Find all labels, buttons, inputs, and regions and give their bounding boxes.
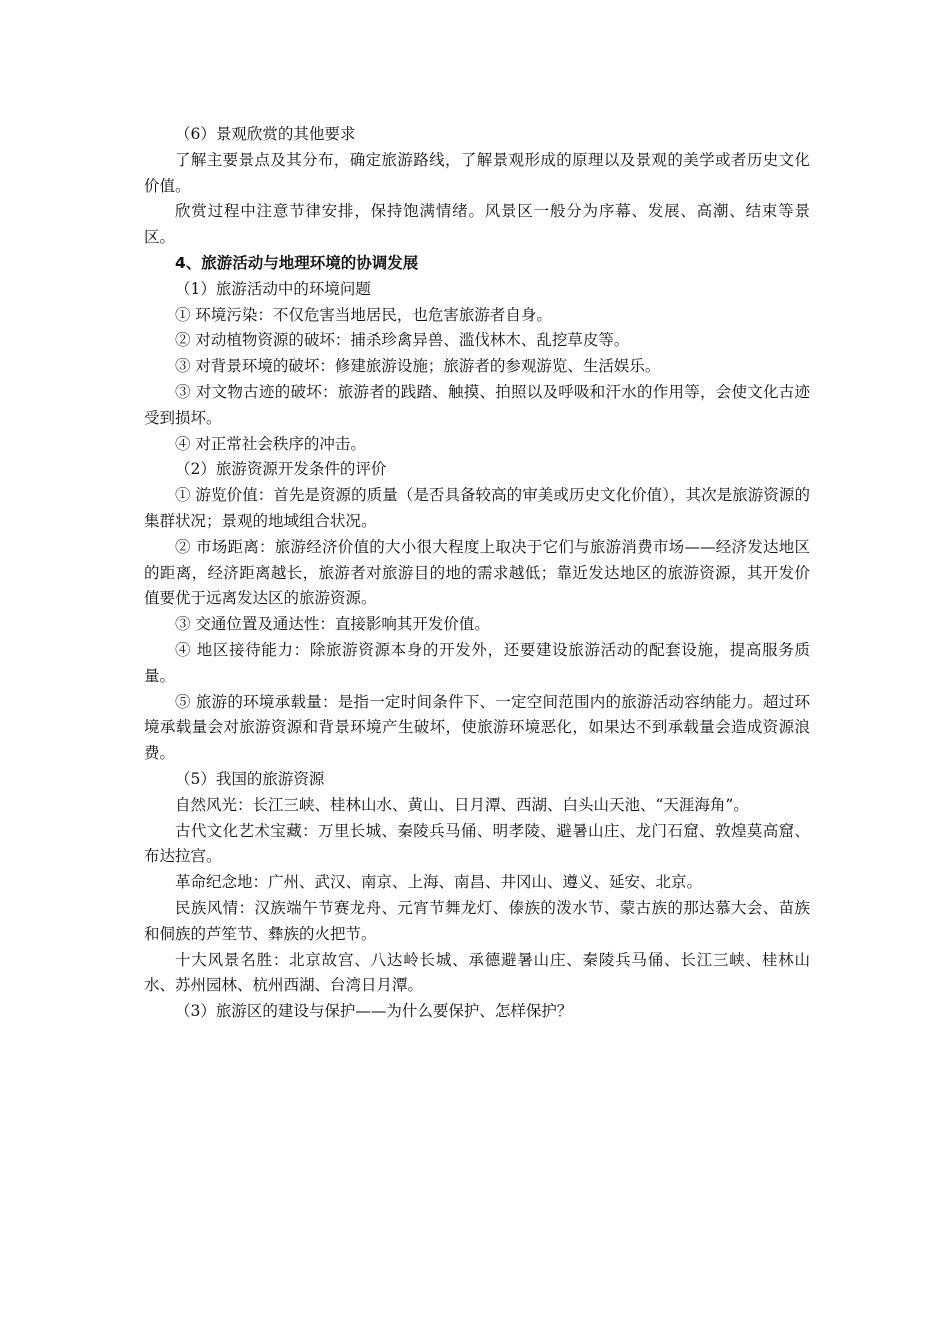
list-item: ④ 对正常社会秩序的冲击。 (175, 434, 366, 453)
subheading-development-evaluation: （2）旅游资源开发条件的评价 (175, 460, 387, 479)
list-item: ⑤ 旅游的环境承载量：是指一定时间条件下、一定空间范围内的旅游活动容纳能力。超过环境承载量会对旅游资源和背景环境产生破坏，使旅游环境恶化，如果达不到承载量会造成资源浪费。 (144, 692, 810, 763)
list-item: ④ 地区接待能力：除旅游资源本身的开发外，还要建设旅游活动的配套设施，提高服务质量。 (144, 640, 810, 685)
list-item: ② 市场距离：旅游经济价值的大小很大程度上取决于它们与旅游消费市场——经济发达地区的距离，经济距离越长，旅游者对旅游目的地的需求越低；靠近发达地区的旅游资源，其开发价值要优于远离发达区的旅游资源。 (144, 537, 810, 608)
paragraph: 欣赏过程中注意节律安排，保持饱满情绪。风景区一般分为序幕、发展、高潮、结束等景区。 (144, 202, 810, 247)
paragraph: 革命纪念地：广州、武汉、南京、上海、南昌、井冈山、遵义、延安、北京。 (175, 873, 703, 892)
document-page (144, 122, 810, 1025)
list-item: ③ 对文物古迹的破坏：旅游者的践踏、触摸、拍照以及呼吸和汗水的作用等，会使文化古迹受到损坏。 (144, 382, 810, 427)
paragraph: 古代文化艺术宝藏：万里长城、秦陵兵马俑、明孝陵、避暑山庄、龙门石窟、敦煌莫高窟、布达拉宫。 (144, 821, 810, 866)
list-item: ① 游览价值：首先是资源的质量（是否具备较高的审美或历史文化价值），其次是旅游资源的集群状况；景观的地域组合状况。 (144, 486, 810, 530)
section-heading: 4、旅游活动与地理环境的协调发展 (175, 253, 419, 272)
paragraph: 民族风情：汉族端午节赛龙舟、元宵节舞龙灯、傣族的泼水节、蒙古族的那达慕大会、苗族和侗族的芦笙节、彝族的火把节。 (144, 898, 810, 943)
subheading-protection: （3）旅游区的建设与保护——为什么要保护、怎样保护？ (175, 1002, 573, 1021)
paragraph: 了解主要景点及其分布，确定旅游路线，了解景观形成的原理以及景观的美学或者历史文化价值。 (144, 150, 810, 195)
list-item: ② 对动植物资源的破坏：捕杀珍禽异兽、滥伐林木、乱挖草皮等。 (175, 331, 630, 350)
subheading-scenery-requirements: （6）景观欣赏的其他要求 (175, 125, 356, 143)
list-item: ③ 交通位置及通达性：直接影响其开发价值。 (175, 615, 490, 634)
paragraph: 自然风光：长江三峡、桂林山水、黄山、日月潭、西湖、白头山天池、“天涯海角”。 (175, 795, 749, 814)
subheading-china-resources: （5）我国的旅游资源 (175, 769, 325, 788)
list-item: ① 环境污染：不仅危害当地居民，也危害旅游者自身。 (175, 305, 552, 324)
subheading-environment-issues: （1）旅游活动中的环境问题 (175, 279, 371, 298)
list-item: ③ 对背景环境的破坏：修建旅游设施；旅游者的参观游览、生活娱乐。 (175, 357, 661, 376)
paragraph: 十大风景名胜：北京故宫、八达岭长城、承德避暑山庄、秦陵兵马俑、长江三峡、桂林山水、苏州园林、杭州西湖、台湾日月潭。 (144, 950, 810, 995)
